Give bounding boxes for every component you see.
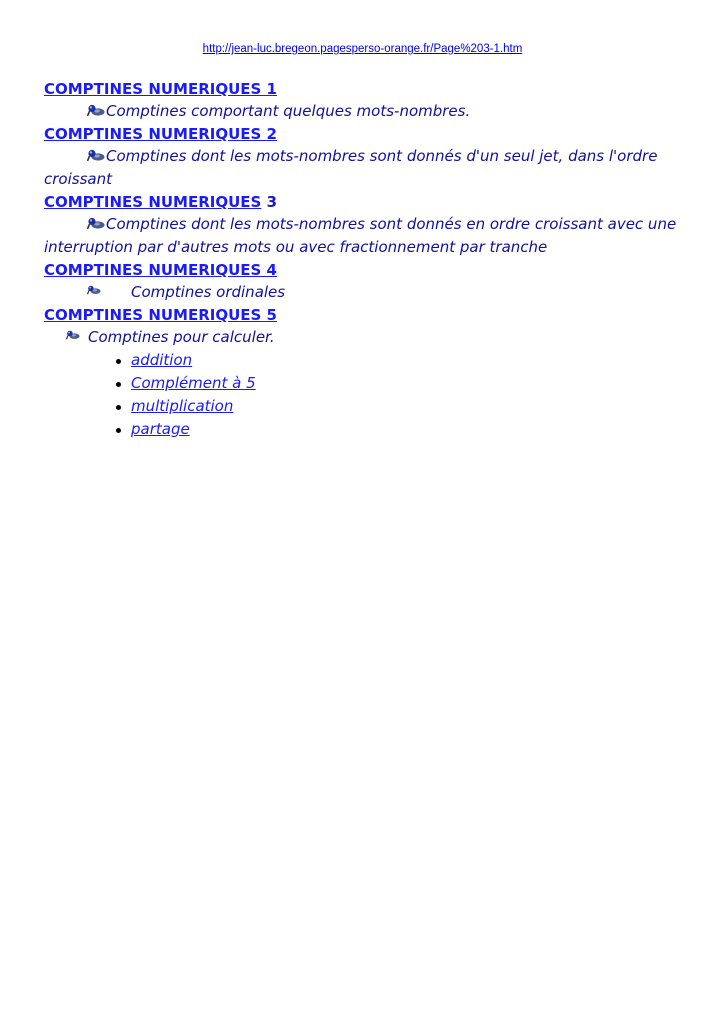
list-item (44, 372, 694, 395)
bullet-icon (116, 359, 121, 364)
comptines-2-link[interactable]: COMPTINES NUMERIQUES 2 (44, 125, 277, 143)
comptines-3-link[interactable]: COMPTINES NUMERIQUES (44, 193, 262, 211)
comptines-5-link[interactable]: COMPTINES NUMERIQUES 5 (44, 306, 277, 324)
bullet-icon (116, 405, 121, 410)
magnifier-pin-icon (87, 285, 101, 295)
magnifier-pin-icon (87, 149, 105, 162)
document-body (44, 78, 694, 441)
magnifier-pin-icon (66, 330, 80, 340)
magnifier-pin-icon (87, 104, 105, 117)
magnifier-pin-icon (87, 217, 105, 230)
section-heading-5 (44, 304, 694, 326)
description-text: Comptines ordinales (131, 283, 286, 301)
section-description-4 (44, 281, 694, 304)
section-heading-3 (44, 191, 694, 213)
section-description-1 (44, 100, 694, 123)
calc-link-list (44, 349, 694, 441)
section-description-3 (44, 213, 694, 259)
bullet-icon (116, 382, 121, 387)
section-heading-4 (44, 259, 694, 281)
description-text: Comptines dont les mots-nombres sont donnés d'un seul jet, dans l'ordre croissant (44, 147, 658, 188)
comptines-4-link[interactable]: COMPTINES NUMERIQUES 4 (44, 261, 277, 279)
section-description-5 (44, 326, 694, 349)
multiplication-link[interactable]: multiplication (131, 397, 234, 415)
heading-number: 3 (266, 193, 278, 211)
list-item (44, 349, 694, 372)
section-description-2 (44, 145, 694, 191)
description-text: Comptines dont les mots-nombres sont donnés en ordre croissant avec une interruption par d'autres mots ou avec fractionnement par tranche (44, 215, 677, 256)
addition-link[interactable]: addition (131, 351, 193, 369)
description-text: Comptines pour calculer. (88, 328, 275, 346)
partage-link[interactable]: partage (131, 420, 190, 438)
section-heading-1 (44, 78, 694, 100)
complement-a-5-link[interactable]: Complément à 5 (131, 374, 256, 392)
page-url[interactable]: http://jean-luc.bregeon.pagesperso-orange.fr/Page%203-1.htm (202, 43, 523, 55)
list-item (44, 395, 694, 418)
bullet-icon (116, 428, 121, 433)
list-item (44, 418, 694, 441)
description-text: Comptines comportant quelques mots-nombres. (106, 102, 471, 120)
comptines-1-link[interactable]: COMPTINES NUMERIQUES 1 (44, 80, 277, 98)
section-heading-2 (44, 123, 694, 145)
